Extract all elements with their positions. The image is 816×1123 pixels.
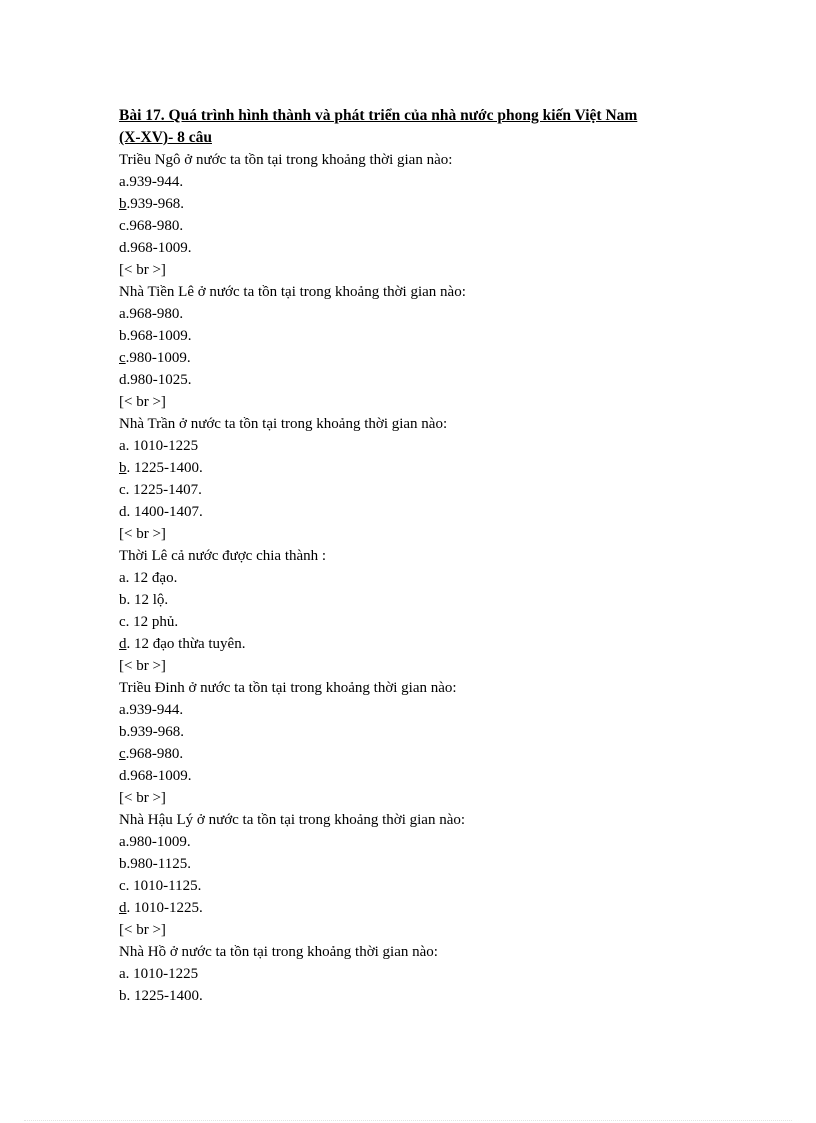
answer-text: .980-1009. — [125, 350, 191, 366]
answer-letter: a — [119, 438, 126, 454]
page-bottom-divider — [24, 1120, 792, 1121]
answer-option — [119, 985, 699, 1007]
answer-text: . 1010-1225. — [126, 900, 203, 916]
answer-letter-correct: c — [119, 746, 126, 762]
question-separator: [< br >] — [119, 262, 166, 278]
question-text: Nhà Trần ở nước ta tồn tại trong khoảng thời gian nào: — [119, 416, 448, 432]
answer-text: . 1010-1125. — [125, 878, 202, 894]
question-text: Thời Lê cả nước được chia thành : — [119, 548, 327, 564]
answer-option — [119, 237, 699, 259]
answer-option — [119, 369, 699, 391]
answer-letter: a — [119, 702, 126, 718]
answer-text: . 12 lộ. — [126, 592, 169, 608]
question-separator: [< br >] — [119, 790, 166, 806]
answer-text: .939-968. — [126, 724, 184, 740]
answer-option — [119, 215, 699, 237]
answer-text: . 1225-1407. — [125, 482, 202, 498]
answer-option — [119, 435, 699, 457]
answer-option — [119, 479, 699, 501]
answer-letter: d — [119, 240, 127, 256]
answer-text: .939-944. — [125, 702, 184, 718]
answer-letter-correct: b — [119, 460, 127, 476]
answer-letter: b — [119, 592, 127, 608]
answer-letter: d — [119, 372, 127, 388]
question-text: Nhà Hồ ở nước ta tồn tại trong khoảng thời gian nào: — [119, 944, 438, 960]
answer-letter: a — [119, 966, 126, 982]
answer-letter: c — [119, 218, 126, 234]
question-separator: [< br >] — [119, 526, 166, 542]
answer-text: .980-1125. — [126, 856, 191, 872]
question-text: Triều Đinh ở nước ta tồn tại trong khoảng thời gian nào: — [119, 680, 457, 696]
answer-letter: c — [119, 878, 126, 894]
question-separator: [< br >] — [119, 394, 166, 410]
document-title — [119, 105, 699, 149]
answer-text: . 1225-1400. — [126, 460, 203, 476]
question-text: Triều Ngô ở nước ta tồn tại trong khoảng thời gian nào: — [119, 152, 453, 168]
answer-text: . 12 phủ. — [125, 614, 179, 630]
answer-text: . 1010-1225 — [125, 966, 199, 982]
answer-option — [119, 457, 699, 479]
question-separator: [< br >] — [119, 658, 166, 674]
answer-option — [119, 897, 699, 919]
answer-letter-correct: b — [119, 196, 127, 212]
question-separator: [< br >] — [119, 922, 166, 938]
title-line-2: (X-XV)- 8 câu — [119, 129, 212, 146]
answer-text: .968-980. — [125, 746, 184, 762]
answer-text: . 12 đạo. — [125, 570, 178, 586]
answer-letter: a — [119, 306, 126, 322]
answer-text: .980-1009. — [125, 834, 191, 850]
answer-letter: b — [119, 328, 127, 344]
answer-option — [119, 853, 699, 875]
answer-letter: b — [119, 724, 127, 740]
answer-text: . 1400-1407. — [126, 504, 203, 520]
answer-option — [119, 743, 699, 765]
answer-option — [119, 325, 699, 347]
answer-option — [119, 171, 699, 193]
answer-option — [119, 721, 699, 743]
answer-option — [119, 831, 699, 853]
answer-option — [119, 963, 699, 985]
answer-option — [119, 501, 699, 523]
answer-text: .939-968. — [126, 196, 184, 212]
question-text: Nhà Hậu Lý ở nước ta tồn tại trong khoảng thời gian nào: — [119, 812, 466, 828]
document-page — [119, 105, 699, 1007]
answer-text: . 1010-1225 — [125, 438, 199, 454]
answer-text: . 1225-1400. — [126, 988, 203, 1004]
answer-text: .968-1009. — [126, 768, 192, 784]
answer-letter: d — [119, 768, 127, 784]
answer-letter: d — [119, 504, 127, 520]
answer-text: .968-980. — [125, 218, 184, 234]
title-line-1: Bài 17. Quá trình hình thành và phát triển của nhà nước phong kiến Việt Nam — [119, 107, 638, 124]
answer-letter: a — [119, 174, 126, 190]
answer-letter: b — [119, 856, 127, 872]
answer-option — [119, 699, 699, 721]
answer-option — [119, 875, 699, 897]
answer-text: .980-1025. — [126, 372, 192, 388]
answer-text: .968-1009. — [126, 240, 192, 256]
answer-option — [119, 347, 699, 369]
answer-option — [119, 611, 699, 633]
answer-letter: b — [119, 988, 127, 1004]
answer-text: .939-944. — [125, 174, 184, 190]
answer-text: . 12 đạo thừa tuyên. — [126, 636, 246, 652]
question-list — [119, 149, 699, 1007]
answer-letter: c — [119, 482, 126, 498]
answer-option — [119, 765, 699, 787]
answer-letter-correct: d — [119, 900, 127, 916]
answer-text: .968-980. — [125, 306, 184, 322]
answer-letter: a — [119, 570, 126, 586]
answer-option — [119, 193, 699, 215]
answer-letter-correct: d — [119, 636, 127, 652]
answer-option — [119, 589, 699, 611]
answer-option — [119, 567, 699, 589]
answer-text: .968-1009. — [126, 328, 192, 344]
answer-letter-correct: c — [119, 350, 126, 366]
answer-option — [119, 303, 699, 325]
answer-letter: c — [119, 614, 126, 630]
answer-option — [119, 633, 699, 655]
question-text: Nhà Tiền Lê ở nước ta tồn tại trong khoảng thời gian nào: — [119, 284, 466, 300]
answer-letter: a — [119, 834, 126, 850]
